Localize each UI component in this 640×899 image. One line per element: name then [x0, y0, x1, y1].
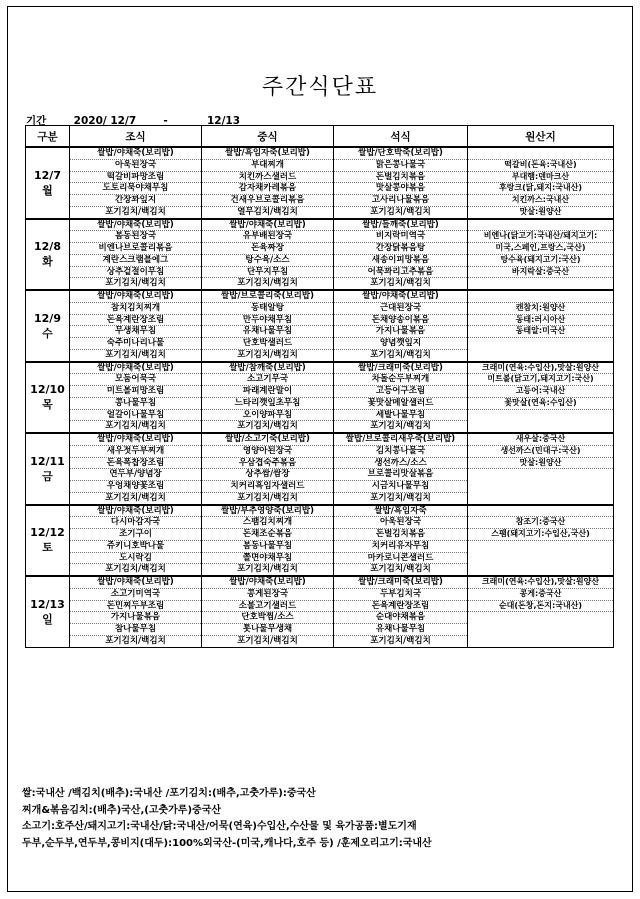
- origin-cell: [468, 278, 614, 290]
- lunch-cell: 톳나물무생채: [202, 624, 334, 636]
- breakfast-cell: 쌀밥/야채죽(보리밥): [70, 505, 202, 517]
- breakfast-cell: 포기김치/백김치: [70, 421, 202, 433]
- weekly-menu-table: [25, 125, 614, 648]
- period-dash: -: [163, 115, 168, 127]
- dinner-cell: 아욱된장국: [334, 517, 468, 529]
- lunch-cell: 쌀밥/부추영양죽(보리밥): [202, 505, 334, 517]
- lunch-cell: 포기김치/백김치: [202, 349, 334, 361]
- origin-cell: 치킨까스:국내산: [468, 195, 614, 207]
- breakfast-cell: 쌀밥/야채죽(보리밥): [70, 576, 202, 588]
- dinner-cell: 김치콩나물국: [334, 445, 468, 457]
- breakfast-cell: 다시마감자국: [70, 517, 202, 529]
- table-header-row: [26, 126, 614, 148]
- dinner-cell: 시금치나물무침: [334, 481, 468, 493]
- breakfast-cell: 미트볼피망조림: [70, 386, 202, 398]
- breakfast-cell: 도토리묵야채무침: [70, 183, 202, 195]
- breakfast-cell: 포기김치/백김치: [70, 349, 202, 361]
- origin-cell: 동태알:미국산: [468, 326, 614, 338]
- period-end: 12/13: [206, 115, 241, 127]
- dinner-cell: 마카로니콘샐러드: [334, 552, 468, 564]
- lunch-cell: 쌀밥/흑임자죽(보리밥): [202, 147, 334, 159]
- period-start: 2020/ 12/7: [73, 115, 137, 127]
- breakfast-cell: 연두부/양념장: [70, 469, 202, 481]
- table-row: [26, 374, 614, 386]
- lunch-cell: 쌀밥/야채죽(보리밥): [202, 576, 334, 588]
- lunch-cell: 단호박찜/소스: [202, 612, 334, 624]
- origin-cell: [468, 481, 614, 493]
- dinner-cell: 포기김치/백김치: [334, 278, 468, 290]
- breakfast-cell: 돈육폭찹장조림: [70, 457, 202, 469]
- breakfast-cell: 얼갈이나물무침: [70, 409, 202, 421]
- table-row: [26, 552, 614, 564]
- breakfast-cell: 콩나물무침: [70, 397, 202, 409]
- breakfast-cell: 쥬키니호박나물: [70, 540, 202, 552]
- lunch-cell: 단호박샐러드: [202, 338, 334, 350]
- origin-cell: 새우살:중국산: [468, 433, 614, 445]
- origin-cell: 생선까스(민대구:국산): [468, 445, 614, 457]
- dinner-cell: 돈벌김치볶음: [334, 171, 468, 183]
- dinner-cell: 쌀밥/단호박죽(보리밥): [334, 147, 468, 159]
- table-row: [26, 481, 614, 493]
- table-row: [26, 588, 614, 600]
- origin-cell: 미트볼(닭고기,돼지고기:국산): [468, 374, 614, 386]
- origin-cell: 크래미(연육:수입산),맛살:원양산: [468, 576, 614, 588]
- table-row: [26, 159, 614, 171]
- table-row: [26, 386, 614, 398]
- lunch-cell: 쫄면야채무침: [202, 552, 334, 564]
- lunch-cell: 치커리흑임자샐러드: [202, 481, 334, 493]
- day-weekday: 화: [42, 255, 53, 269]
- footer-line: 두부,순두부,연두부,콩비지(대두):100%외국산-(미국,캐나다,호주 등) /훈제오리고기:국내산: [22, 837, 432, 849]
- dinner-cell: 돈벌김치볶음: [334, 529, 468, 541]
- lunch-cell: 오이양파무침: [202, 409, 334, 421]
- origin-cell: 캔참치:원양산: [468, 302, 614, 314]
- lunch-cell: 포기김치/백김치: [202, 492, 334, 504]
- dinner-cell: 포기김치/백김치: [334, 206, 468, 218]
- dinner-cell: 유채나물무침: [334, 624, 468, 636]
- dinner-cell: 근대된장국: [334, 302, 468, 314]
- table-row: [26, 517, 614, 529]
- breakfast-cell: 도시락김: [70, 552, 202, 564]
- dinner-cell: 돈채양송이볶음: [334, 314, 468, 326]
- day-date: 12/10: [30, 383, 65, 397]
- origin-cell: [468, 612, 614, 624]
- origin-cell: 미국,스페인,프랑스,국산): [468, 243, 614, 255]
- lunch-cell: 콩게된장국: [202, 588, 334, 600]
- lunch-cell: 열무김치/백김치: [202, 206, 334, 218]
- breakfast-cell: 봄동된장국: [70, 231, 202, 243]
- table-row: [26, 457, 614, 469]
- day-cell: [26, 147, 70, 219]
- dinner-cell: 포기김치/백김치: [334, 564, 468, 576]
- breakfast-cell: 돈육계란장조림: [70, 314, 202, 326]
- origin-cell: 크래미(연육:수입산),맛살:원양산: [468, 362, 614, 374]
- day-cell: [26, 290, 70, 362]
- dinner-cell: 포기김치/백김치: [334, 349, 468, 361]
- dinner-cell: 쌀밥/들깨죽(보리밥): [334, 219, 468, 231]
- table-row: [26, 505, 614, 517]
- table-row: [26, 540, 614, 552]
- table-row: [26, 206, 614, 218]
- table-row: [26, 290, 614, 302]
- breakfast-cell: 쌀밥/야채죽(보리밥): [70, 433, 202, 445]
- lunch-cell: 상추쌈/쌈장: [202, 469, 334, 481]
- day-date: 12/12: [30, 526, 65, 540]
- breakfast-cell: 돈민찌두부조림: [70, 600, 202, 612]
- origin-cell: 맛살:원양산: [468, 457, 614, 469]
- day-cell: [26, 505, 70, 577]
- breakfast-cell: 모둠어묵국: [70, 374, 202, 386]
- table-row: [26, 421, 614, 433]
- table-row: [26, 219, 614, 231]
- lunch-cell: 단무지무침: [202, 266, 334, 278]
- lunch-cell: 쌀밥/소고기죽(보리밥): [202, 433, 334, 445]
- breakfast-cell: 무생채무침: [70, 326, 202, 338]
- footer-line: 쌀:국내산 /백김치(배추):국내산 /포기김치:(배추,고춧가루):중국산: [22, 788, 316, 799]
- lunch-cell: 포기김치/백김치: [202, 564, 334, 576]
- table-row: [26, 231, 614, 243]
- table-row: [26, 612, 614, 624]
- lunch-cell: 파래계란말이: [202, 386, 334, 398]
- dinner-cell: 두부김치국: [334, 588, 468, 600]
- table-row: [26, 183, 614, 195]
- origin-cell: [468, 290, 614, 302]
- breakfast-cell: 가지나물볶음: [70, 612, 202, 624]
- origin-cell: [468, 338, 614, 350]
- header-origin: 원산지: [468, 126, 614, 148]
- lunch-cell: 돈채조순볶음: [202, 529, 334, 541]
- dinner-cell: 브로콜리맛살볶음: [334, 469, 468, 481]
- breakfast-cell: 쌀밥/야채죽(보리밥): [70, 147, 202, 159]
- lunch-cell: 영양아된장국: [202, 445, 334, 457]
- footer-line: 찌개&볶음김치:(배추)국산,(고춧가루)중국산: [22, 804, 222, 816]
- origin-cell: [468, 564, 614, 576]
- origin-cell: 참조기:중국산: [468, 517, 614, 529]
- table-row: [26, 326, 614, 338]
- origin-cell: 떡갈비(돈육:국내산): [468, 159, 614, 171]
- dinner-cell: 차돌순두부찌개: [334, 374, 468, 386]
- header-breakfast: 조식: [70, 126, 202, 148]
- dinner-cell: 새송이피망볶음: [334, 254, 468, 266]
- day-weekday: 수: [42, 326, 53, 340]
- origin-cell: 맛살:원양산: [468, 206, 614, 218]
- lunch-cell: 감자채카레볶음: [202, 183, 334, 195]
- dinner-cell: 비지락미역국: [334, 231, 468, 243]
- dinner-cell: 어묵꽈리고추볶음: [334, 266, 468, 278]
- origin-cell: 바지락살:중국산: [468, 266, 614, 278]
- breakfast-cell: 포기김치/백김치: [70, 278, 202, 290]
- table-row: [26, 171, 614, 183]
- breakfast-cell: 쌀밥/야채죽(보리밥): [70, 290, 202, 302]
- dinner-cell: 양념깻잎지: [334, 338, 468, 350]
- table-row: [26, 492, 614, 504]
- dinner-cell: 가지나물볶음: [334, 326, 468, 338]
- breakfast-cell: 간장꽈잎지: [70, 195, 202, 207]
- day-date: 12/13: [30, 597, 65, 611]
- origin-cell: [468, 219, 614, 231]
- origin-cell: 꽃맛살(연육:수입산): [468, 397, 614, 409]
- menu-body: [26, 147, 614, 647]
- lunch-cell: 쌀밥/참깨죽(보리밥): [202, 362, 334, 374]
- day-cell: [26, 362, 70, 434]
- dinner-cell: 쌀밥/크래미죽(보리밥): [334, 362, 468, 374]
- breakfast-cell: 우엉채양꽃조림: [70, 481, 202, 493]
- period-label: 기간: [26, 115, 47, 127]
- lunch-cell: 포기김치/백김치: [202, 421, 334, 433]
- dinner-cell: 생선까스/소스: [334, 457, 468, 469]
- dinner-cell: 꽃맛살메알샐러드: [334, 397, 468, 409]
- dinner-cell: 치커리유자무침: [334, 540, 468, 552]
- table-row: [26, 147, 614, 159]
- lunch-cell: 쌀밥/야채죽(보리밥): [202, 219, 334, 231]
- table-row: [26, 433, 614, 445]
- dinner-cell: 돈육계란장조림: [334, 600, 468, 612]
- table-row: [26, 409, 614, 421]
- table-row: [26, 338, 614, 350]
- origin-cell: 후랑크(닭,돼지:국내산): [468, 183, 614, 195]
- table-row: [26, 635, 614, 647]
- day-cell: [26, 433, 70, 505]
- table-row: [26, 362, 614, 374]
- table-row: [26, 243, 614, 255]
- lunch-cell: 봄동나물무침: [202, 540, 334, 552]
- day-date: 12/11: [30, 454, 65, 468]
- breakfast-cell: 떡갈비파망조림: [70, 171, 202, 183]
- day-weekday: 일: [42, 612, 53, 626]
- lunch-cell: 느타리깻잎초무침: [202, 397, 334, 409]
- lunch-cell: 만두야채무침: [202, 314, 334, 326]
- day-date: 12/8: [34, 240, 61, 254]
- table-row: [26, 278, 614, 290]
- origin-cell: [468, 540, 614, 552]
- header-dinner: 석식: [334, 126, 468, 148]
- table-row: [26, 624, 614, 636]
- dinner-cell: 포기김치/백김치: [334, 421, 468, 433]
- lunch-cell: 치킨까스샐러드: [202, 171, 334, 183]
- lunch-cell: 포기김치/백김치: [202, 635, 334, 647]
- origin-cell: [468, 492, 614, 504]
- day-date: 12/9: [34, 311, 61, 325]
- dinner-cell: 고등어구조림: [334, 386, 468, 398]
- lunch-cell: 쌀밥/브로콜리죽(보리밥): [202, 290, 334, 302]
- day-weekday: 월: [42, 183, 53, 197]
- dinner-cell: 쌀밥/흑임자죽: [334, 505, 468, 517]
- day-cell: [26, 576, 70, 647]
- breakfast-cell: 조기구이: [70, 529, 202, 541]
- origin-cell: 동태:러시아산: [468, 314, 614, 326]
- breakfast-cell: 쌀밥/야채죽(보리밥): [70, 362, 202, 374]
- day-date: 12/7: [34, 168, 61, 182]
- day-cell: [26, 219, 70, 291]
- origin-cell: 고등어:국내산: [468, 386, 614, 398]
- dinner-cell: 포기김치/백김치: [334, 492, 468, 504]
- page-title: 주간식단표: [261, 75, 379, 100]
- day-weekday: 토: [42, 541, 53, 555]
- table-row: [26, 397, 614, 409]
- dinner-cell: 간장닭볶음탕: [334, 243, 468, 255]
- breakfast-cell: 계란스크램블에그: [70, 254, 202, 266]
- table-row: [26, 302, 614, 314]
- breakfast-cell: 비엔나브로콜리볶음: [70, 243, 202, 255]
- lunch-cell: 부대찌개: [202, 159, 334, 171]
- origin-cell: [468, 147, 614, 159]
- dinner-cell: 포기김치/백김치: [334, 635, 468, 647]
- table-row: [26, 314, 614, 326]
- origin-cell: [468, 505, 614, 517]
- dinner-cell: 맛살콩야볶음: [334, 183, 468, 195]
- breakfast-cell: 참나물무침: [70, 624, 202, 636]
- table-row: [26, 349, 614, 361]
- lunch-cell: 돈육짜장: [202, 243, 334, 255]
- lunch-cell: 유채나물무침: [202, 326, 334, 338]
- lunch-cell: 소고기무국: [202, 374, 334, 386]
- origin-cell: [468, 409, 614, 421]
- origin-cell: 콩게:중국산: [468, 588, 614, 600]
- breakfast-cell: 소고기미역국: [70, 588, 202, 600]
- breakfast-cell: 포기김치/백김치: [70, 635, 202, 647]
- dinner-cell: 맑은콩나물국: [334, 159, 468, 171]
- table-row: [26, 254, 614, 266]
- breakfast-cell: 포기김치/백김치: [70, 564, 202, 576]
- header-division: 구분: [26, 126, 70, 148]
- lunch-cell: 탕수육/소스: [202, 254, 334, 266]
- footer-notes: [22, 786, 622, 852]
- origin-cell: [468, 635, 614, 647]
- lunch-cell: 스팸김치찌개: [202, 517, 334, 529]
- table-row: [26, 195, 614, 207]
- breakfast-cell: 숙주미나리나물: [70, 338, 202, 350]
- origin-cell: 스팸(돼지고기:수입산,국산): [468, 529, 614, 541]
- origin-cell: 순대(돈창,돈지:국내산): [468, 600, 614, 612]
- dinner-cell: 순대야채볶음: [334, 612, 468, 624]
- lunch-cell: 포기김치/백김치: [202, 278, 334, 290]
- origin-cell: 탕수육(돼지고기:국산): [468, 254, 614, 266]
- table-row: [26, 529, 614, 541]
- dinner-cell: 쌀밥/브로콜리새우죽(보리밥): [334, 433, 468, 445]
- table-row: [26, 445, 614, 457]
- dinner-cell: 고사리나물볶음: [334, 195, 468, 207]
- table-row: [26, 576, 614, 588]
- breakfast-cell: 포기김치/백김치: [70, 206, 202, 218]
- origin-cell: 부대햄:덴마크산: [468, 171, 614, 183]
- origin-cell: [468, 349, 614, 361]
- lunch-cell: 소불고기샐러드: [202, 600, 334, 612]
- footer-line: 소고기:호주산/돼지고기:국내산/닭:국내산/어묵(연육)수입산,수산물 및 육가공품:별도기재: [22, 821, 417, 832]
- breakfast-cell: 아욱된장국: [70, 159, 202, 171]
- lunch-cell: 우삼겹숙주볶음: [202, 457, 334, 469]
- breakfast-cell: 쌀밥/야채죽(보리밥): [70, 219, 202, 231]
- day-weekday: 금: [42, 469, 53, 483]
- origin-cell: 비엔나(닭고기:국내산/돼지고기:: [468, 231, 614, 243]
- dinner-cell: 세발나물무침: [334, 409, 468, 421]
- table-row: [26, 564, 614, 576]
- lunch-cell: 유부배된장국: [202, 231, 334, 243]
- origin-cell: [468, 421, 614, 433]
- breakfast-cell: 새우젓두부찌개: [70, 445, 202, 457]
- origin-cell: [468, 469, 614, 481]
- table-row: [26, 469, 614, 481]
- table-row: [26, 600, 614, 612]
- breakfast-cell: 포기김치/백김치: [70, 492, 202, 504]
- lunch-cell: 동태알탕: [202, 302, 334, 314]
- lunch-cell: 건새우브로콜리볶음: [202, 195, 334, 207]
- dinner-cell: 쌀밥/야채죽(보리밥): [334, 290, 468, 302]
- breakfast-cell: 상추겉절이무침: [70, 266, 202, 278]
- table-row: [26, 266, 614, 278]
- breakfast-cell: 참치김치찌개: [70, 302, 202, 314]
- day-weekday: 목: [42, 398, 53, 412]
- dinner-cell: 쌀밥/크래미죽(보리밥): [334, 576, 468, 588]
- origin-cell: [468, 624, 614, 636]
- origin-cell: [468, 552, 614, 564]
- header-lunch: 중식: [202, 126, 334, 148]
